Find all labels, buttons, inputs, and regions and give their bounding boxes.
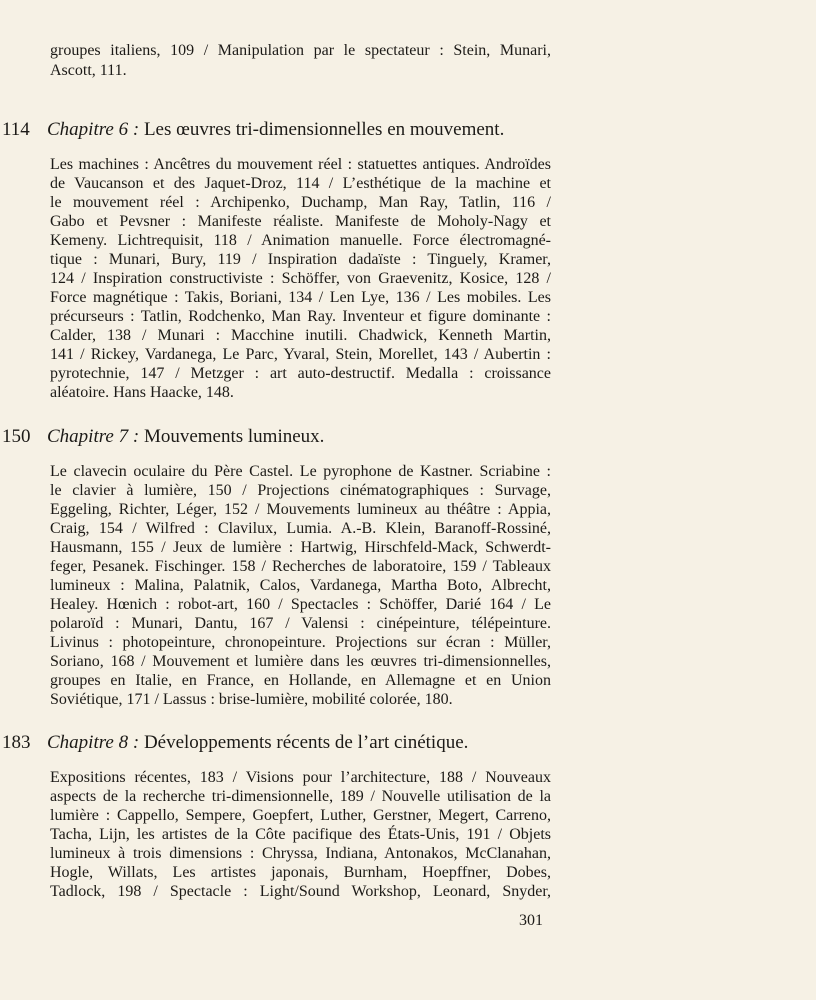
text-line: Expositions récentes, 183 / Visions pour l’architecture, 188 / Nouveaux: [50, 769, 551, 786]
text-line: précurseurs : Tatlin, Rodchenko, Man Ray. Inventeur et figure dominante :: [50, 308, 551, 325]
text-line: le clavier à lumière, 150 / Projections cinématographiques : Survage,: [50, 482, 551, 499]
text-line: groupes en Italie, en France, en Hollande, en Allemagne et en Union: [50, 672, 551, 689]
text-line: Le clavecin oculaire du Père Castel. Le pyrophone de Kastner. Scriabine :: [50, 463, 551, 480]
chapter-label: Chapitre 7 :: [47, 426, 140, 447]
text-line: Force magnétique : Takis, Boriani, 134 / Len Lye, 136 / Les mobiles. Les: [50, 289, 551, 306]
chapter-title-text: Développements récents de l’art cinétique.: [143, 732, 469, 753]
chapter-page-number: 114: [2, 119, 30, 140]
text-line: Eggeling, Richter, Léger, 152 / Mouvements lumineux au théâtre : Appia,: [50, 501, 551, 518]
text-line: Hogle, Willats, Les artistes japonais, Burnham, Hoepffner, Dobes,: [50, 864, 551, 881]
text-line: de Vaucanson et des Jaquet-Droz, 114 / L’esthétique de la machine et: [50, 175, 551, 192]
text-line: Soriano, 168 / Mouvement et lumière dans les œuvres tri-dimensionnelles,: [50, 653, 551, 670]
chapter-title: [47, 118, 504, 142]
chapter-title: [47, 425, 324, 449]
text-line: 141 / Rickey, Vardanega, Le Parc, Yvaral, Stein, Morellet, 143 / Aubertin :: [50, 346, 551, 363]
chapter-page-number: 183: [2, 732, 31, 753]
text-line: pyrotechnie, 147 / Metzger : art auto-destructif. Medalla : croissance: [50, 365, 551, 382]
chapter-label: Chapitre 6 :: [47, 119, 140, 140]
chapter-title-text: Mouvements lumineux.: [143, 426, 325, 447]
chapter-page-number: 150: [2, 426, 31, 447]
text-line: Gabo et Pevsner : Manifeste réaliste. Manifeste de Moholy-Nagy et: [50, 213, 551, 230]
text-line: groupes italiens, 109 / Manipulation par le spectateur : Stein, Munari,: [50, 42, 551, 59]
page-number: 301: [519, 912, 543, 929]
text-line: Kemeny. Lichtrequisit, 118 / Animation manuelle. Force électromagné-: [50, 232, 551, 249]
chapter-8-heading: [0, 731, 560, 755]
text-line: le mouvement réel : Archipenko, Duchamp, Man Ray, Tatlin, 116 /: [50, 194, 551, 211]
text-line: aléatoire. Hans Haacke, 148.: [50, 384, 234, 401]
chapter-6-heading: [0, 118, 560, 142]
text-line: tique : Munari, Bury, 119 / Inspiration dadaïste : Tinguely, Kramer,: [50, 251, 551, 268]
text-line: lumineux à trois dimensions : Chryssa, Indiana, Antonakos, McClanahan,: [50, 845, 551, 862]
text-line: feger, Pesanek. Fischinger. 158 / Recherches de laboratoire, 159 / Tableaux: [50, 558, 551, 575]
text-line: Healey. Hœnich : robot-art, 160 / Spectacles : Schöffer, Darié 164 / Le: [50, 596, 551, 613]
text-line: polaroïd : Munari, Dantu, 167 / Valensi : cinépeinture, télépeinture.: [50, 615, 551, 632]
text-line: Hausmann, 155 / Jeux de lumière : Hartwig, Hirschfeld-Mack, Schwerdt-: [50, 539, 551, 556]
text-line: Livinus : photopeinture, chronopeinture. Projections sur écran : Müller,: [50, 634, 551, 651]
text-line: Les machines : Ancêtres du mouvement réel : statuettes antiques. Androïdes: [50, 156, 551, 173]
text-line: lumineux : Malina, Palatnik, Calos, Vardanega, Martha Boto, Albrecht,: [50, 577, 551, 594]
chapter-title: [47, 731, 468, 755]
text-line: Tadlock, 198 / Spectacle : Light/Sound Workshop, Leonard, Snyder,: [50, 883, 551, 900]
text-line: Tacha, Lijn, les artistes de la Côte pacifique des États-Unis, 191 / Objets: [50, 826, 551, 843]
text-line: 124 / Inspiration constructiviste : Schöffer, von Graevenitz, Kosice, 128 /: [50, 270, 551, 287]
chapter-title-text: Les œuvres tri-dimensionnelles en mouvement.: [143, 119, 505, 140]
chapter-label: Chapitre 8 :: [47, 732, 140, 753]
text-line: aspects de la recherche tri-dimensionnelle, 189 / Nouvelle utilisation de la: [50, 788, 551, 805]
chapter-7-heading: [0, 425, 560, 449]
text-line: Calder, 138 / Munari : Macchine inutili. Chadwick, Kenneth Martin,: [50, 327, 551, 344]
text-line: lumière : Cappello, Sempere, Goepfert, Luther, Gerstner, Megert, Carreno,: [50, 807, 551, 824]
text-line: Craig, 154 / Wilfred : Clavilux, Lumia. A.-B. Klein, Baranoff-Rossiné,: [50, 520, 551, 537]
text-line: Soviétique, 171 / Lassus : brise-lumière, mobilité colorée, 180.: [50, 691, 453, 708]
text-line: Ascott, 111.: [50, 62, 127, 79]
